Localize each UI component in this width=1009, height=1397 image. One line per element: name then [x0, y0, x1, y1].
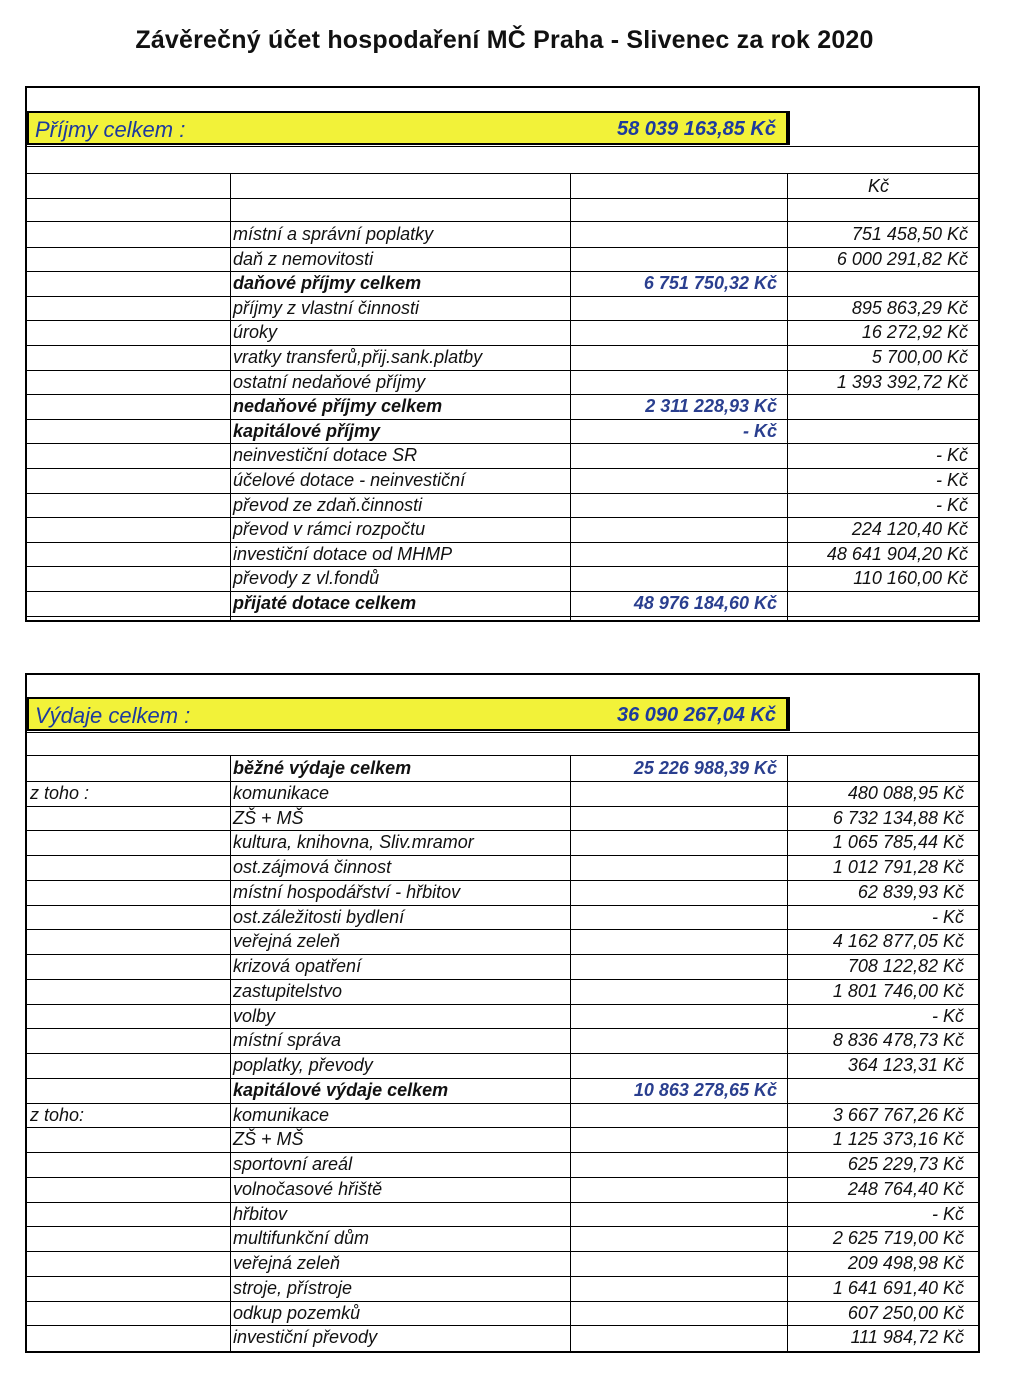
expense-row-value: 8 836 478,73 Kč [832, 1030, 964, 1051]
expense-row-value: - Kč [931, 1005, 964, 1026]
income-row-value: 48 641 904,20 Kč [826, 543, 968, 564]
expense-row-value: 62 839,93 Kč [857, 881, 964, 902]
expense-row-label: místní hospodářství - hřbitov [233, 881, 461, 902]
expense-row-value: 1 125 373,16 Kč [832, 1129, 964, 1150]
expense-row-label: ost.zájmová činnost [233, 857, 392, 877]
income-row-subtotal: 48 976 184,60 Kč [633, 593, 777, 613]
income-row-label: převod v rámci rozpočtu [233, 519, 426, 540]
income-row-label: daňové příjmy celkem [233, 273, 422, 294]
income-row-label: převod ze zdaň.činnosti [233, 494, 423, 515]
income-row-value: 5 700,00 Kč [871, 347, 968, 367]
income-row-label: přijaté dotace celkem [233, 593, 417, 613]
income-row-value: - Kč [935, 445, 968, 466]
expenses-total-label: Výdaje celkem : [35, 703, 191, 728]
row-divider [27, 591, 978, 592]
expense-row-value: 3 667 767,26 Kč [832, 1104, 964, 1125]
row-divider [27, 616, 978, 617]
expense-row-value: 1 012 791,28 Kč [832, 857, 964, 877]
income-row-value: 224 120,40 Kč [851, 519, 968, 540]
income-total-value: 58 039 163,85 Kč [616, 118, 776, 140]
income-row-value: 110 160,00 Kč [853, 568, 968, 589]
row-divider [27, 394, 978, 395]
expenses-total-value: 36 090 267,04 Kč [616, 704, 776, 726]
income-row-value: - Kč [935, 470, 968, 490]
expense-row-value: 2 625 719,00 Kč [832, 1228, 964, 1249]
expense-row-label: zastupitelstvo [233, 980, 343, 1001]
expense-row-label: investiční převody [233, 1327, 378, 1348]
income-row-label: účelové dotace - neinvestiční [233, 470, 466, 490]
expense-row-value: 111 984,72 Kč [850, 1327, 964, 1348]
expense-row-label: krizová opatření [233, 956, 362, 976]
income-total-label: Příjmy celkem : [35, 117, 186, 142]
page-title: Závěrečný účet hospodaření MČ Praha - Slivenec za rok 2020 [135, 26, 874, 54]
expense-row-value: 364 123,31 Kč [847, 1055, 964, 1075]
income-row-label: daň z nemovitosti [233, 248, 374, 269]
row-divider [27, 1078, 978, 1079]
income-row-label: neinvestiční dotace SR [233, 445, 418, 466]
expense-row-value: 1 641 691,40 Kč [832, 1277, 964, 1298]
expense-row-label: volnočasové hřiště [233, 1178, 383, 1199]
expense-row-label: komunikace [233, 782, 330, 803]
expense-row-label: poplatky, převody [233, 1055, 373, 1075]
expense-row-subtotal: 10 863 278,65 Kč [633, 1079, 777, 1100]
expense-row-label: komunikace [233, 1104, 330, 1125]
expense-row-label: ZŠ + MŠ [233, 807, 304, 828]
income-total-band [27, 111, 790, 145]
expense-row-value: - Kč [931, 1203, 964, 1224]
expense-row-label: veřejná zeleň [233, 931, 341, 952]
expense-row-prefix: z toho: [30, 1104, 85, 1125]
expense-row-label: ZŠ + MŠ [233, 1129, 304, 1150]
expense-row-value: 209 498,98 Kč [847, 1253, 964, 1273]
expense-row-value: 708 122,82 Kč [847, 956, 964, 976]
income-row-value: 16 272,92 Kč [861, 322, 968, 343]
expense-row-value: 607 250,00 Kč [847, 1302, 964, 1323]
expense-row-value: 625 229,73 Kč [847, 1154, 964, 1174]
expense-row-value: 6 732 134,88 Kč [832, 807, 964, 828]
income-row-label: úroky [233, 322, 278, 343]
row-divider [27, 271, 978, 272]
expense-row-label: kapitálové výdaje celkem [233, 1079, 449, 1100]
income-row-value: - Kč [935, 494, 968, 515]
expense-row-value: 480 088,95 Kč [847, 782, 964, 803]
expense-row-label: ost.záležitosti bydlení [233, 906, 405, 927]
expense-row-value: - Kč [931, 906, 964, 927]
expense-row-label: běžné výdaje celkem [233, 758, 412, 778]
income-row-subtotal: - Kč [742, 420, 777, 441]
expense-row-subtotal: 25 226 988,39 Kč [633, 758, 777, 778]
expenses-total-band [27, 697, 790, 731]
expense-row-value: 1 801 746,00 Kč [832, 980, 964, 1001]
expense-row-label: sportovní areál [233, 1154, 353, 1174]
income-currency-header: Kč [868, 176, 890, 196]
income-row-label: vratky transferů,přij.sank.platby [233, 347, 483, 367]
income-row-value: 6 000 291,82 Kč [836, 248, 968, 269]
income-row-label: místní a správní poplatky [233, 224, 434, 244]
income-row-label: ostatní nedaňové příjmy [233, 371, 426, 392]
expense-row-label: stroje, přístroje [233, 1277, 353, 1298]
income-row-label: nedaňové příjmy celkem [233, 396, 443, 417]
income-row-label: investiční dotace od MHMP [233, 543, 453, 564]
expense-row-label: místní správa [233, 1030, 342, 1051]
income-row-label: převody z vl.fondů [233, 568, 380, 589]
expense-row-label: volby [233, 1005, 276, 1026]
expense-row-label: hřbitov [233, 1203, 288, 1224]
expense-row-value: 1 065 785,44 Kč [832, 832, 964, 853]
income-row-subtotal: 6 751 750,32 Kč [643, 273, 777, 294]
expense-row-label: veřejná zeleň [233, 1253, 341, 1273]
income-row-value: 1 393 392,72 Kč [836, 371, 968, 392]
income-row-subtotal: 2 311 228,93 Kč [645, 396, 777, 417]
expense-row-label: multifunkční dům [233, 1228, 370, 1249]
row-divider [27, 419, 978, 420]
income-row-label: kapitálové příjmy [233, 420, 381, 441]
expense-row-label: kultura, knihovna, Sliv.mramor [233, 832, 474, 853]
expense-row-value: 248 764,40 Kč [847, 1178, 964, 1199]
expense-row-label: odkup pozemků [233, 1302, 361, 1323]
income-row-value: 895 863,29 Kč [851, 297, 968, 318]
income-row-label: příjmy z vlastní činnosti [233, 297, 420, 318]
income-row-value: 751 458,50 Kč [851, 224, 968, 244]
expense-row-prefix: z toho : [30, 782, 90, 803]
expense-row-value: 4 162 877,05 Kč [832, 931, 964, 952]
